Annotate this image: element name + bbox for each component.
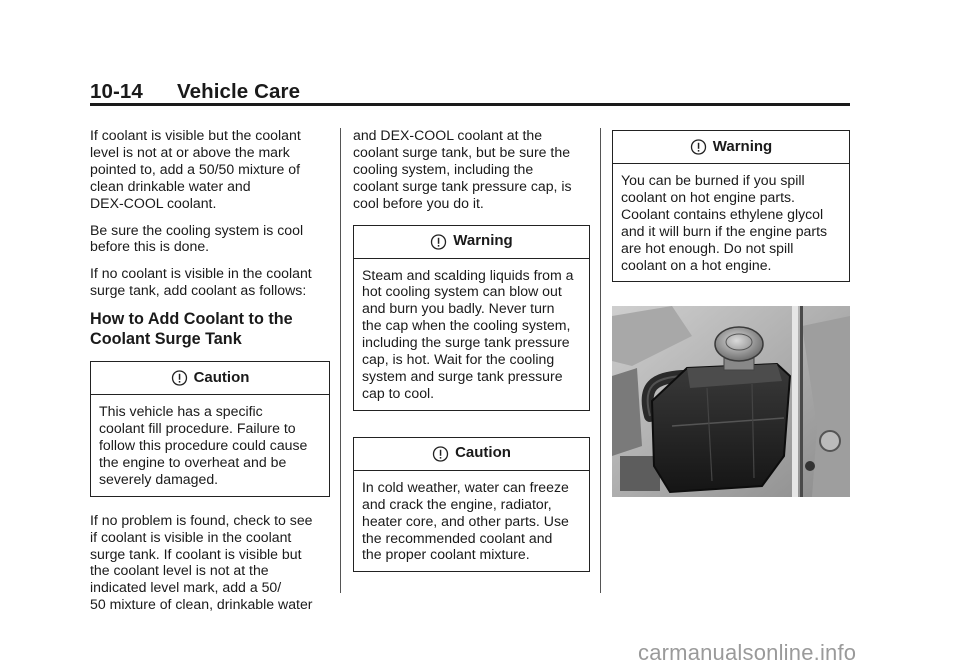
section-heading: How to Add Coolant to the Coolant Surge Tank (90, 310, 293, 349)
caution-icon (432, 446, 449, 462)
caution-header (91, 362, 329, 395)
paragraph: Be sure the cooling system is cool before this is done. (90, 221, 304, 255)
warning-title: Warning (453, 232, 513, 250)
caution-icon (171, 370, 188, 386)
column-3 (612, 130, 850, 282)
caution-header (354, 438, 589, 471)
caution-title: Caution (193, 368, 250, 386)
page-header (90, 80, 300, 104)
caution-title: Caution (455, 444, 511, 462)
warning-icon (430, 234, 447, 250)
column-divider (340, 128, 341, 593)
paragraph: If coolant is visible but the coolant level is not at or above the mark pointed to, add a 50/50 mixture of clean drinkable water and DEX-COOL coolant. (90, 127, 301, 211)
caution-box (90, 361, 330, 497)
coolant-surge-tank-photo (612, 306, 850, 497)
column-2 (353, 127, 590, 572)
paragraph: If no coolant is visible in the coolant surge tank, add coolant as follows: (90, 265, 312, 299)
paragraph: and DEX-COOL coolant at the coolant surge tank, but be sure the cooling system, including the coolant surge tank pressure cap, is cool before you do it. (353, 127, 572, 211)
warning-body: Steam and scalding liquids from a hot cooling system can blow out and burn you badly. Never turn the cap when the cooling system, including the surge tank pressure cap, is hot. Wait for the cooling system and surge tank pressure cap to cool. (362, 266, 574, 401)
warning-title: Warning (712, 137, 773, 155)
caution-box (353, 437, 590, 573)
watermark: carmanualsonline.info (638, 640, 857, 665)
paragraph: If no problem is found, check to see if coolant is visible in the coolant surge tank. If coolant is visible but the coolant level is not at the indicated level mark, add a 50/ 50 mixture of clean, drinkable water (90, 511, 313, 613)
warning-box (612, 130, 850, 282)
warning-body: You can be burned if you spill coolant on hot engine parts. Coolant contains ethylene glycol and it will burn if the engine parts are hot enough. Do not spill coolant on a hot engine. (621, 172, 828, 273)
section-title: Vehicle Care (176, 80, 301, 103)
warning-header (354, 226, 589, 259)
warning-icon (690, 139, 707, 155)
column-1 (90, 127, 330, 623)
warning-box (353, 225, 590, 411)
column-divider (600, 128, 601, 593)
header-rule (90, 103, 850, 106)
warning-header (613, 131, 849, 164)
page-number: 10-14 (90, 80, 143, 103)
caution-body: This vehicle has a specific coolant fill procedure. Failure to follow this procedure could cause the engine to overheat and be severely damaged. (99, 403, 308, 487)
caution-body: In cold weather, water can freeze and crack the engine, radiator, heater core, and other parts. Use the recommended coolant and the proper coolant mixture. (362, 478, 569, 563)
